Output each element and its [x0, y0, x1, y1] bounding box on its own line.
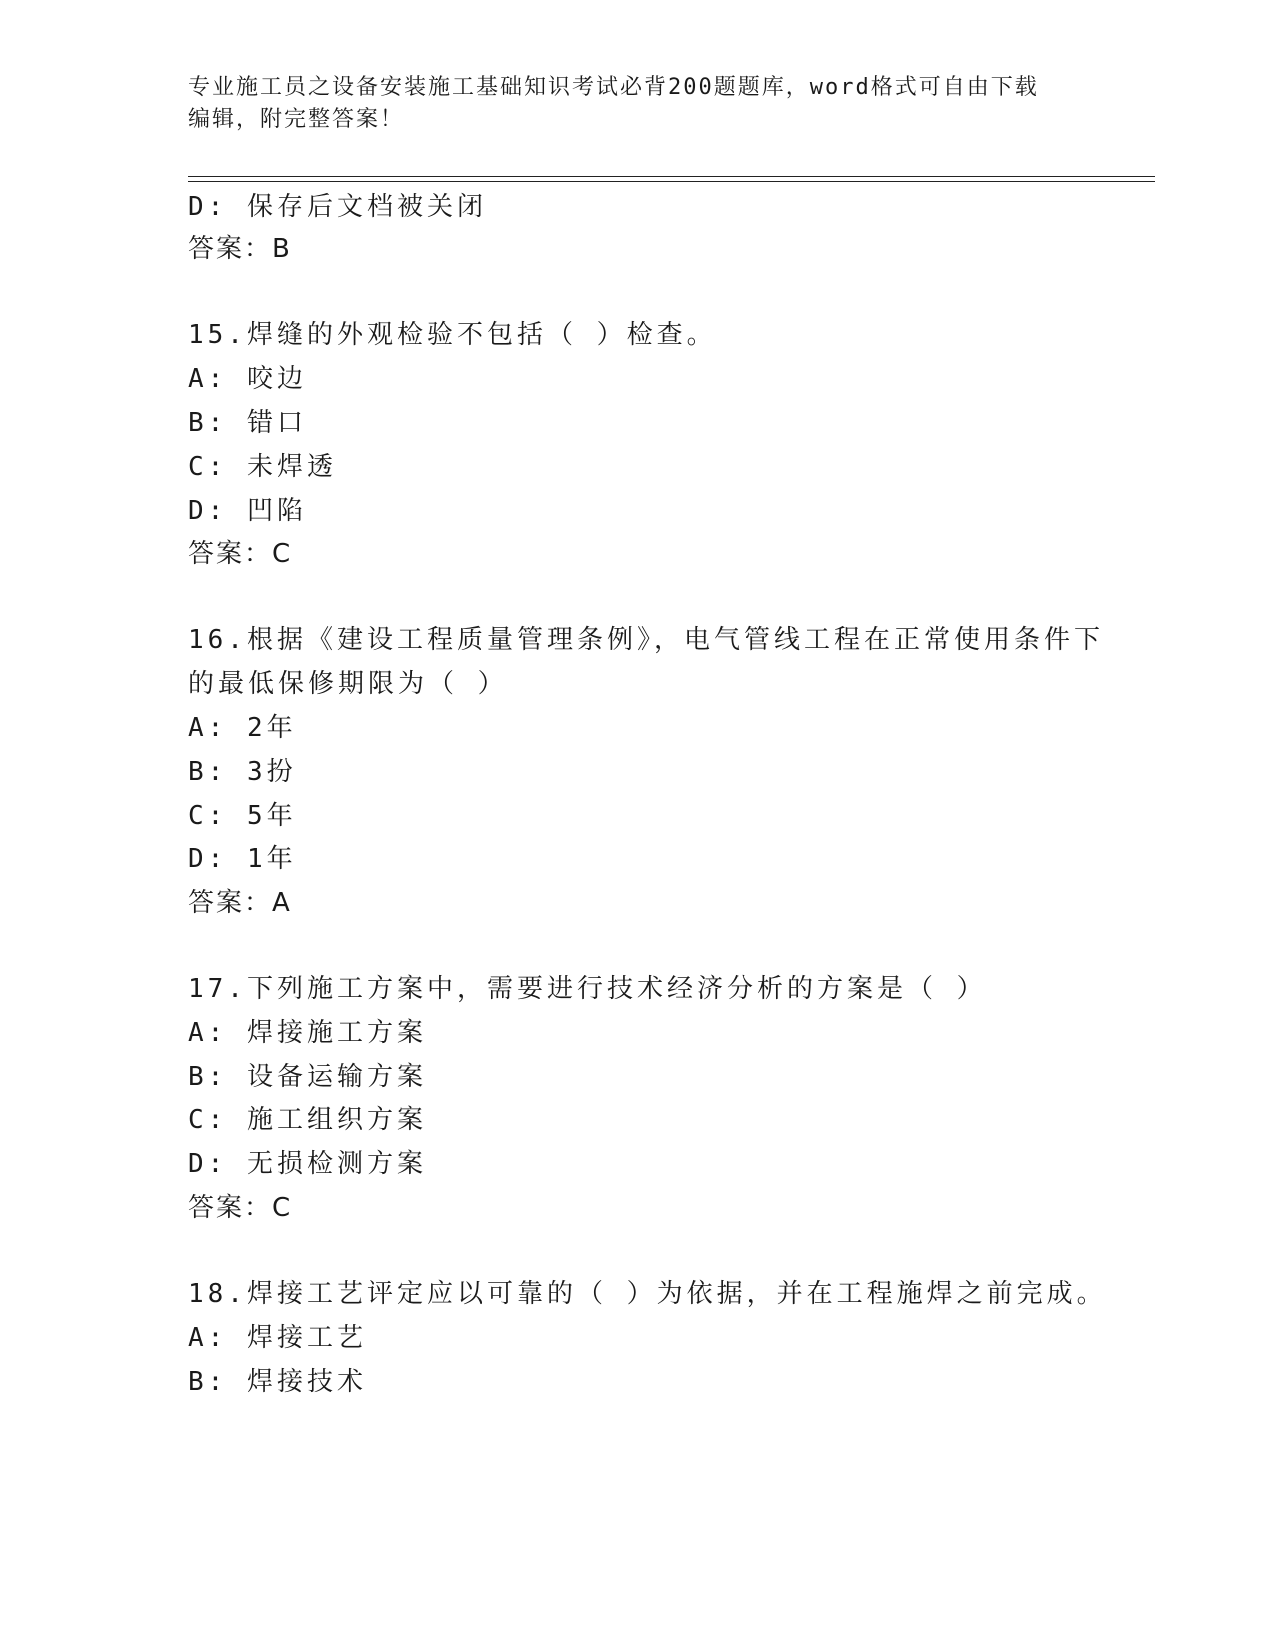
q17-option-b: B: 设备运输方案 — [188, 1062, 427, 1092]
q15-stem: 15.焊缝的外观检验不包括（ ）检查。 — [188, 320, 717, 350]
header-line-2: 编辑，附完整答案！ — [188, 107, 405, 132]
q17-option-c: C: 施工组织方案 — [188, 1105, 427, 1135]
q18-option-b: B: 焊接技术 — [188, 1367, 367, 1397]
q15-option-b: B: 错口 — [188, 408, 307, 438]
q14-answer: 答案：B — [188, 234, 292, 264]
header-divider-bottom — [188, 181, 1155, 182]
q14-option-d: D: 保存后文档被关闭 — [188, 192, 487, 222]
q15-option-c: C: 未焊透 — [188, 452, 337, 482]
q16-option-c: C: 5年 — [188, 801, 297, 831]
header-divider-top — [188, 176, 1155, 177]
document-header — [188, 72, 1088, 136]
q17-answer: 答案：C — [188, 1193, 293, 1223]
q16-option-b: B: 3扮 — [188, 757, 297, 787]
q15-option-a: A: 咬边 — [188, 364, 307, 394]
header-line-1: 专业施工员之设备安装施工基础知识考试必背200题题库，word格式可自由下载 — [188, 75, 1039, 100]
q15-option-d: D: 凹陷 — [188, 496, 307, 526]
q18-stem: 18.焊接工艺评定应以可靠的（ ）为依据，并在工程施焊之前完成。 — [188, 1279, 1107, 1309]
q16-option-a: A: 2年 — [188, 713, 297, 743]
q16-stem-line-1: 16.根据《建设工程质量管理条例》，电气管线工程在正常使用条件下 — [188, 625, 1104, 655]
q17-stem: 17.下列施工方案中，需要进行技术经济分析的方案是（ ） — [188, 974, 987, 1004]
q17-option-a: A: 焊接施工方案 — [188, 1018, 427, 1048]
q16-stem-line-2: 的最低保修期限为（ ） — [188, 669, 508, 699]
q16-option-d: D: 1年 — [188, 844, 297, 874]
q15-answer: 答案：C — [188, 539, 293, 569]
q17-option-d: D: 无损检测方案 — [188, 1149, 427, 1179]
q16-answer: 答案：A — [188, 888, 292, 918]
q18-option-a: A: 焊接工艺 — [188, 1323, 367, 1353]
